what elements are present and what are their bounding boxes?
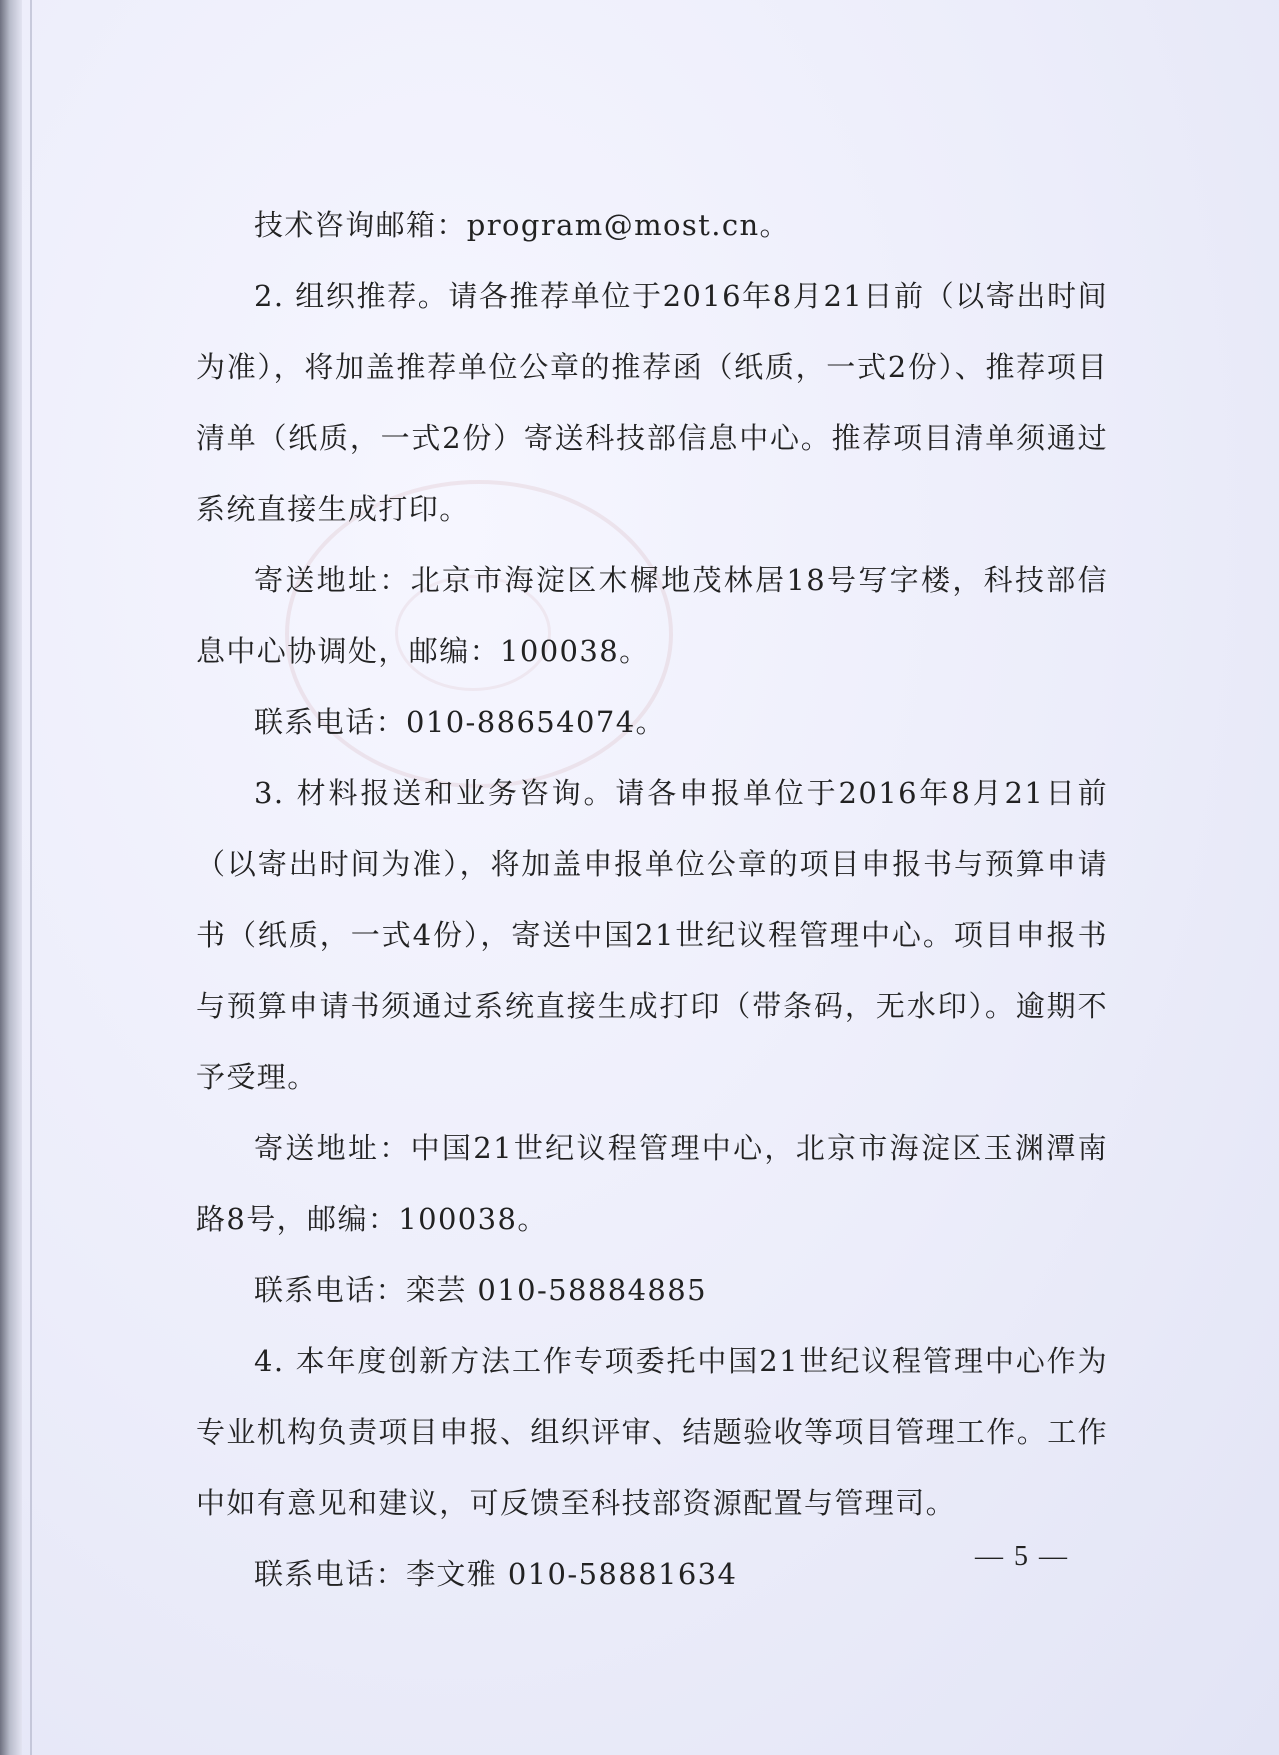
paragraph-recommend-address: 寄送地址：北京市海淀区木樨地茂林居18号写字楼，科技部信息中心协调处，邮编：100038。 [196, 563, 1108, 668]
paragraph-submission-phone: 联系电话：栾芸 010-58884885 [254, 1273, 707, 1307]
paragraph-recommend-phone: 联系电话：010-88654074。 [254, 705, 666, 739]
paragraph-management-phone: 联系电话：李文雅 010-58881634 [254, 1557, 738, 1591]
scan-edge-line [30, 0, 32, 1755]
paragraph-organize-recommend: 2. 组织推荐。请各推荐单位于2016年8月21日前（以寄出时间为准），将加盖推荐单位公章的推荐函（纸质，一式2份）、推荐项目清单（纸质，一式2份）寄送科技部信息中心。推荐项目清单须通过系统直接生成打印。 [196, 279, 1108, 526]
page-number: — 5 — [975, 1541, 1069, 1572]
scan-binding-edge [0, 0, 22, 1755]
paragraph-project-management: 4. 本年度创新方法工作专项委托中国21世纪议程管理中心作为专业机构负责项目申报、组织评审、结题验收等项目管理工作。工作中如有意见和建议，可反馈至科技部资源配置与管理司。 [196, 1344, 1109, 1520]
paragraph-tech-email: 技术咨询邮箱：program@most.cn。 [254, 208, 790, 242]
paragraph-material-submission: 3. 材料报送和业务咨询。请各申报单位于2016年8月21日前（以寄出时间为准），将加盖申报单位公章的项目申报书与预算申请书（纸质，一式4份），寄送中国21世纪议程管理中心。项目申报书与预算申请书须通过系统直接生成打印（带条码，无水印）。逾期不予受理。 [196, 776, 1108, 1094]
paragraph-submission-address: 寄送地址：中国21世纪议程管理中心，北京市海淀区玉渊潭南路8号，邮编：100038。 [196, 1131, 1108, 1236]
document-body [196, 190, 1108, 1610]
